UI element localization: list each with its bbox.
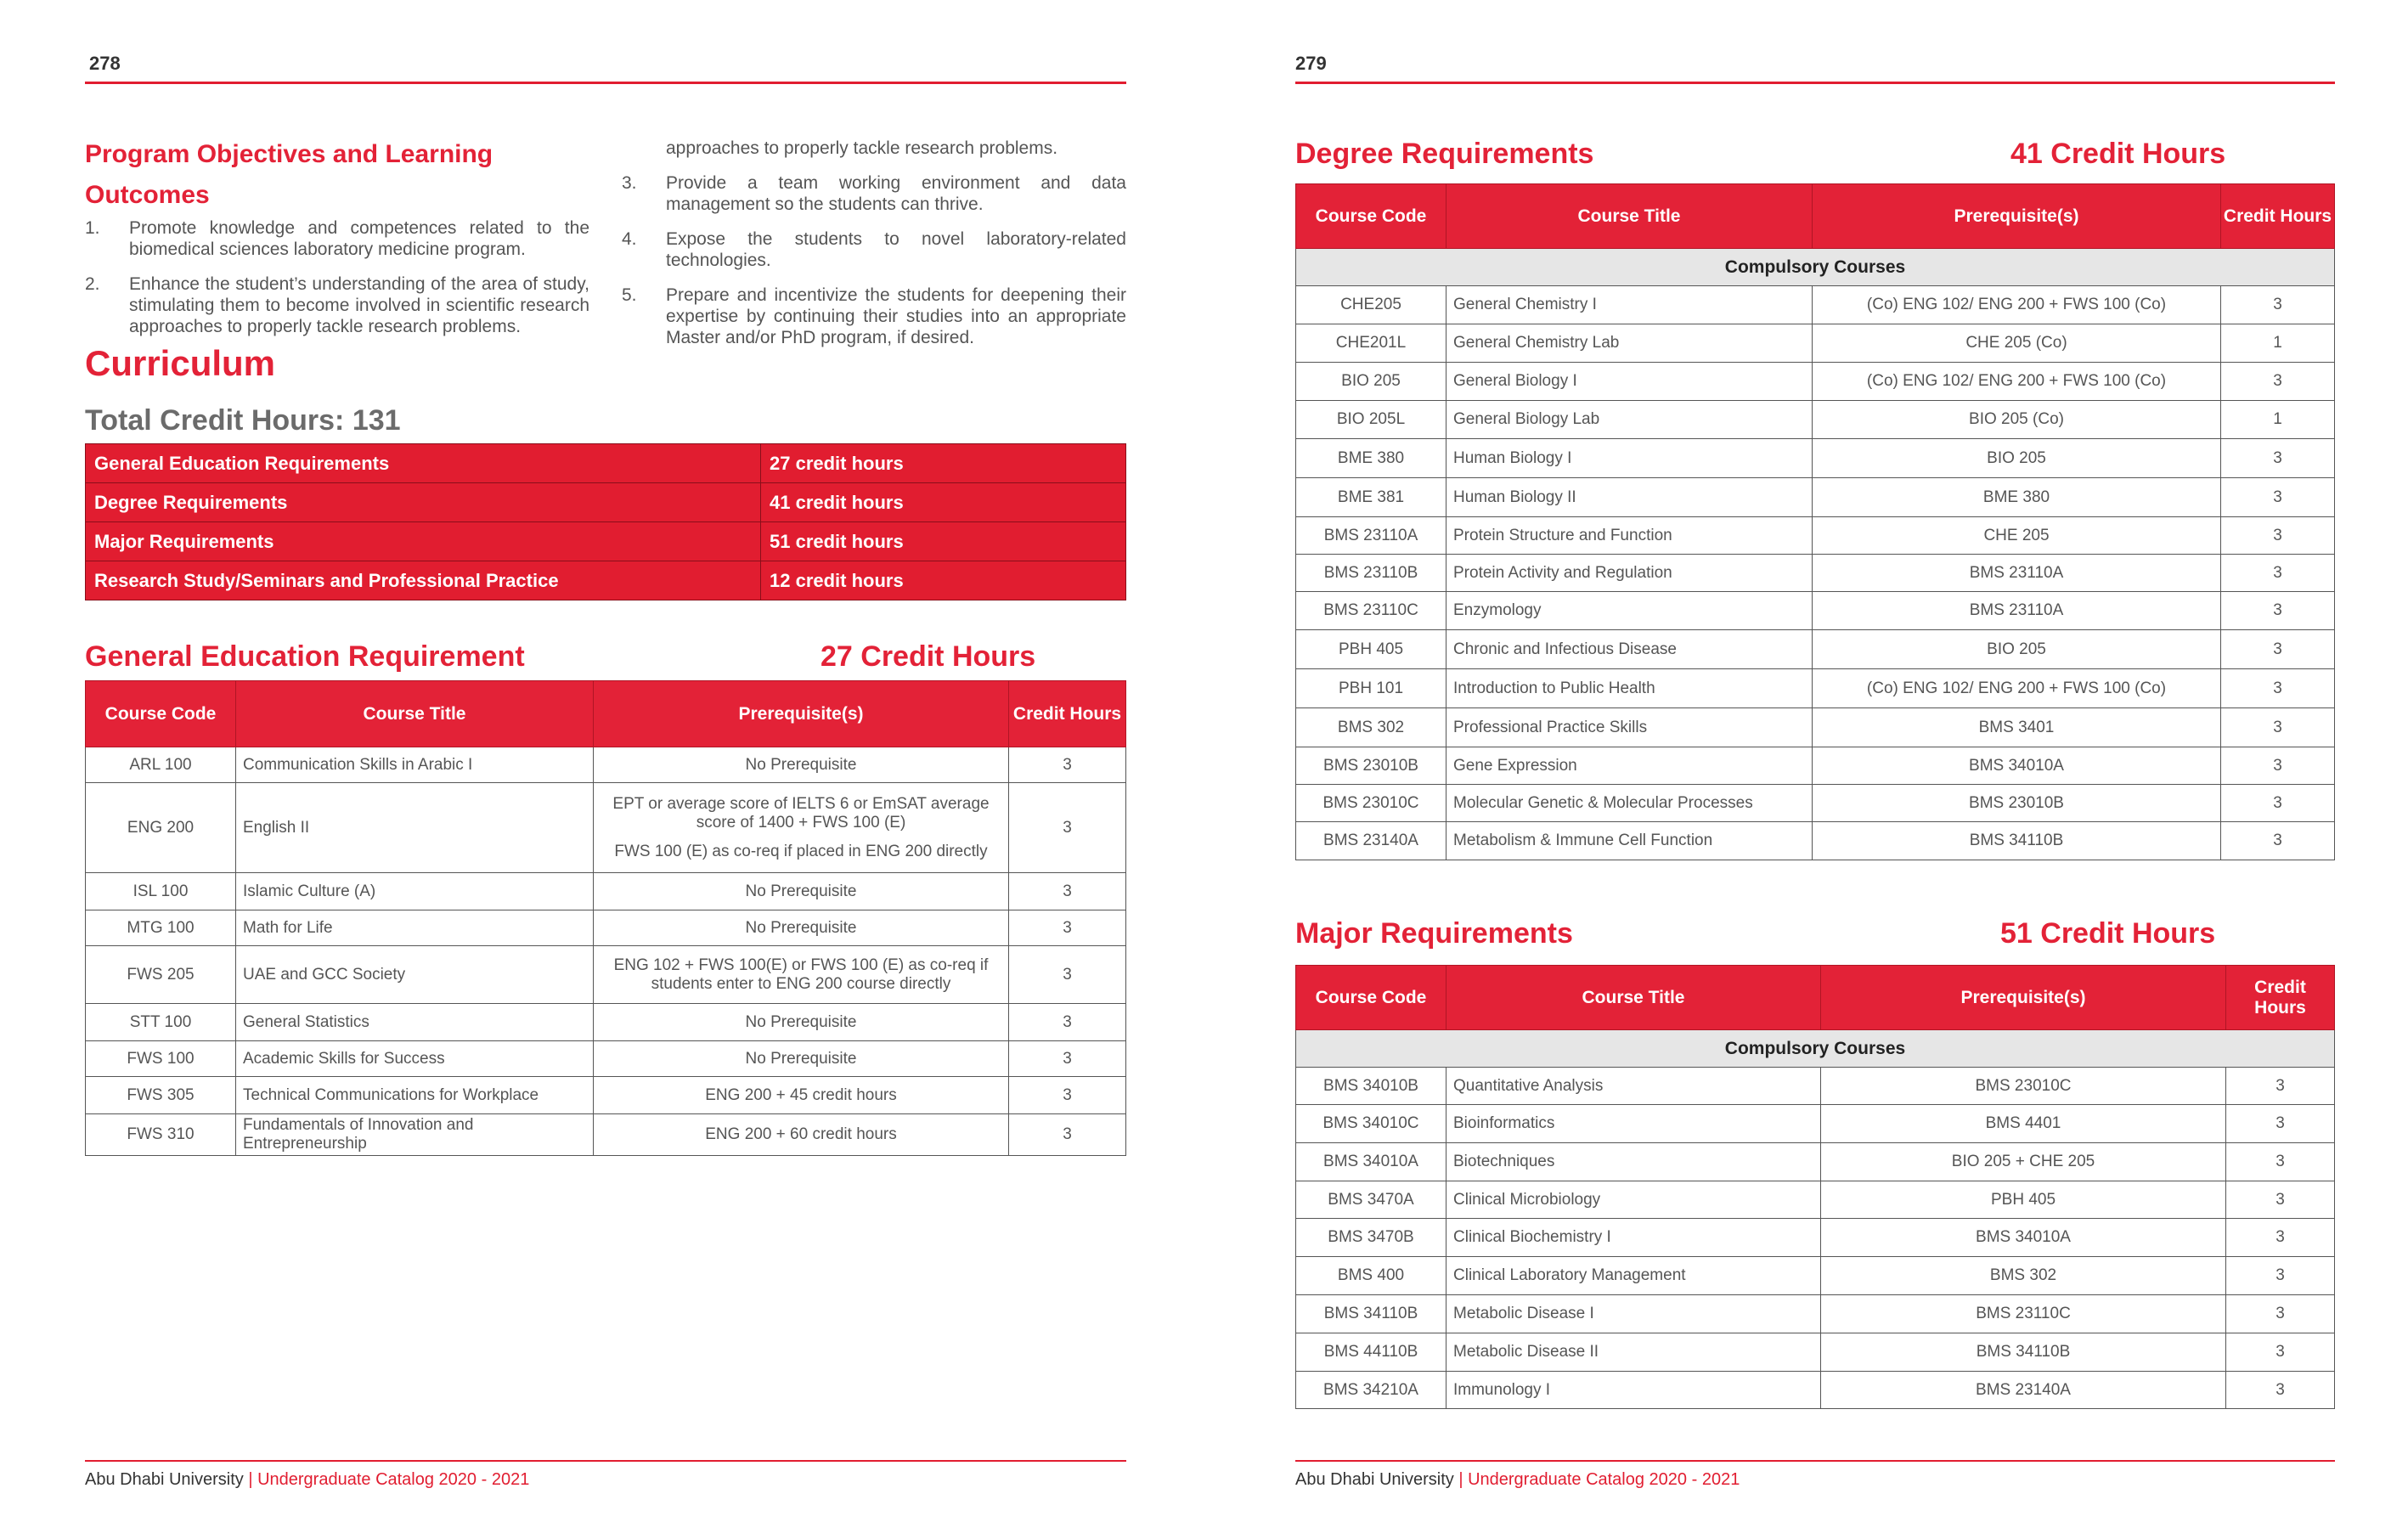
- table-row: [1296, 1219, 2335, 1257]
- course-credit: 3: [2221, 708, 2335, 747]
- course-title: Academic Skills for Success: [236, 1041, 594, 1077]
- page-number: 279: [1295, 53, 1327, 74]
- summary-row: [86, 483, 1126, 522]
- major-credits: 51 Credit Hours: [2000, 917, 2216, 950]
- page-number: 278: [89, 53, 121, 74]
- course-title: General Statistics: [236, 1004, 594, 1041]
- table-row: [1296, 1068, 2335, 1105]
- course-title: Human Biology I: [1446, 439, 1813, 478]
- table-row: [86, 1004, 1126, 1041]
- table-header-row: [1296, 184, 2335, 249]
- course-credit: 3: [1009, 1041, 1126, 1077]
- course-prereq: ENG 200 + 60 credit hours: [594, 1114, 1009, 1156]
- course-code: FWS 305: [86, 1077, 236, 1114]
- course-credit: 3: [2226, 1333, 2335, 1372]
- group-label: Compulsory Courses: [1296, 1030, 2335, 1068]
- header-course-code: Course Code: [86, 681, 236, 747]
- course-credit: 3: [1009, 873, 1126, 910]
- table-row: [1296, 324, 2335, 363]
- course-prereq: BIO 205 (Co): [1813, 401, 2221, 439]
- course-title: Enzymology: [1446, 592, 1813, 630]
- summary-hours: 41 credit hours: [761, 483, 1126, 522]
- course-code: BMS 44110B: [1296, 1333, 1446, 1372]
- table-row: [1296, 555, 2335, 592]
- course-title: General Biology Lab: [1446, 401, 1813, 439]
- table-row: [1296, 1372, 2335, 1409]
- table-row: [86, 1041, 1126, 1077]
- header-prerequisites: Prerequisite(s): [594, 681, 1009, 747]
- course-code: MTG 100: [86, 910, 236, 946]
- course-prereq: BMS 34110B: [1813, 822, 2221, 860]
- degree-title: Degree Requirements: [1295, 138, 1594, 170]
- course-code: FWS 310: [86, 1114, 236, 1156]
- objective-item: 5. Prepare and incentivize the students for deepening their expertise by continuing their studies into an appropriate Master and/or PhD program, if desired.: [622, 285, 1126, 347]
- table-row: [1296, 669, 2335, 708]
- course-code: FWS 205: [86, 946, 236, 1004]
- course-code: BMS 34010C: [1296, 1105, 1446, 1143]
- course-title: Biotechniques: [1446, 1143, 1821, 1181]
- course-title: Human Biology II: [1446, 478, 1813, 517]
- course-credit: 1: [2221, 324, 2335, 363]
- course-credit: 3: [1009, 747, 1126, 783]
- footer-university: Abu Dhabi University: [85, 1470, 244, 1489]
- footer-rule: [1295, 1460, 2335, 1462]
- table-row: [1296, 785, 2335, 822]
- course-code: BMS 23110C: [1296, 592, 1446, 630]
- header-course-code: Course Code: [1296, 184, 1446, 249]
- course-code: BMS 23110B: [1296, 555, 1446, 592]
- course-code: BMS 3470A: [1296, 1181, 1446, 1219]
- summary-hours: 51 credit hours: [761, 522, 1126, 561]
- course-prereq: BMS 4401: [1821, 1105, 2226, 1143]
- table-row: [1296, 1181, 2335, 1219]
- course-code: CHE201L: [1296, 324, 1446, 363]
- course-code: ARL 100: [86, 747, 236, 783]
- course-code: ISL 100: [86, 873, 236, 910]
- summary-label: Major Requirements: [86, 522, 761, 561]
- course-title: Introduction to Public Health: [1446, 669, 1813, 708]
- table-header-row: [86, 681, 1126, 747]
- right-page: [1204, 0, 2408, 1539]
- header-course-title: Course Title: [1446, 184, 1813, 249]
- course-title: UAE and GCC Society: [236, 946, 594, 1004]
- course-code: BMS 23010B: [1296, 747, 1446, 785]
- footer-rule: [85, 1460, 1126, 1462]
- header-credit-hours: Credit Hours: [1009, 681, 1126, 747]
- gen-ed-table: [85, 680, 1126, 1156]
- course-title: Clinical Biochemistry I: [1446, 1219, 1821, 1257]
- course-title: Professional Practice Skills: [1446, 708, 1813, 747]
- objectives-list-col1: [85, 217, 589, 336]
- table-row: [1296, 747, 2335, 785]
- gen-ed-title: General Education Requirement: [85, 640, 525, 673]
- table-row: [86, 1114, 1126, 1156]
- credit-summary-table: [85, 443, 1126, 600]
- summary-label: Research Study/Seminars and Professional Practice: [86, 561, 761, 600]
- header-credit-hours: Credit Hours: [2226, 966, 2335, 1030]
- footer-separator: |: [1458, 1470, 1463, 1489]
- objective-item: 3. Provide a team working environment and data management so the students can thrive.: [622, 173, 1126, 214]
- course-title: Math for Life: [236, 910, 594, 946]
- course-title: General Biology I: [1446, 363, 1813, 401]
- course-title: Communication Skills in Arabic I: [236, 747, 594, 783]
- course-credit: 3: [1009, 946, 1126, 1004]
- course-title: General Chemistry Lab: [1446, 324, 1813, 363]
- group-label: Compulsory Courses: [1296, 249, 2335, 286]
- course-code: PBH 405: [1296, 630, 1446, 669]
- course-title: English II: [236, 783, 594, 873]
- course-title: Molecular Genetic & Molecular Processes: [1446, 785, 1813, 822]
- header-course-title: Course Title: [1446, 966, 1821, 1030]
- course-prereq: BMS 302: [1821, 1257, 2226, 1295]
- course-code: BIO 205L: [1296, 401, 1446, 439]
- course-code: BMS 23110A: [1296, 517, 1446, 555]
- course-prereq: PBH 405: [1821, 1181, 2226, 1219]
- course-code: STT 100: [86, 1004, 236, 1041]
- course-prereq: BIO 205 + CHE 205: [1821, 1143, 2226, 1181]
- course-prereq: CHE 205 (Co): [1813, 324, 2221, 363]
- course-code: BMS 34110B: [1296, 1295, 1446, 1333]
- course-title: Chronic and Infectious Disease: [1446, 630, 1813, 669]
- header-course-title: Course Title: [236, 681, 594, 747]
- course-credit: 3: [2221, 822, 2335, 860]
- objective-item: 4. Expose the students to novel laboratory-related technologies.: [622, 229, 1126, 270]
- objective-item: 2. Enhance the student’s understanding of the area of study, stimulating them to become involved in scientific research approaches to properly tackle research problems.: [85, 274, 589, 336]
- course-code: BMS 34010A: [1296, 1143, 1446, 1181]
- table-row: [1296, 517, 2335, 555]
- course-prereq: BMS 23010B: [1813, 785, 2221, 822]
- summary-row: [86, 522, 1126, 561]
- course-prereq: No Prerequisite: [594, 747, 1009, 783]
- objective-item: 1. Promote knowledge and competences related to the biomedical sciences laboratory medicine program.: [85, 218, 589, 259]
- course-prereq: (Co) ENG 102/ ENG 200 + FWS 100 (Co): [1813, 286, 2221, 324]
- course-title: Metabolic Disease I: [1446, 1295, 1821, 1333]
- course-prereq: BIO 205: [1813, 630, 2221, 669]
- course-code: CHE205: [1296, 286, 1446, 324]
- table-header-row: [1296, 966, 2335, 1030]
- header-course-code: Course Code: [1296, 966, 1446, 1030]
- course-code: PBH 101: [1296, 669, 1446, 708]
- course-prereq: BMS 23010C: [1821, 1068, 2226, 1105]
- course-credit: 3: [1009, 783, 1126, 873]
- gen-ed-credits: 27 Credit Hours: [821, 640, 1036, 673]
- course-credit: 3: [1009, 1004, 1126, 1041]
- course-code: BMS 400: [1296, 1257, 1446, 1295]
- table-row: [1296, 363, 2335, 401]
- table-row: [1296, 1105, 2335, 1143]
- course-prereq: (Co) ENG 102/ ENG 200 + FWS 100 (Co): [1813, 669, 2221, 708]
- course-prereq: BMS 34010A: [1821, 1219, 2226, 1257]
- table-row: [1296, 439, 2335, 478]
- course-code: BMS 34210A: [1296, 1372, 1446, 1409]
- course-code: BMS 3470B: [1296, 1219, 1446, 1257]
- table-row: [86, 910, 1126, 946]
- course-title: Metabolic Disease II: [1446, 1333, 1821, 1372]
- table-row: [1296, 822, 2335, 860]
- course-prereq: BMS 23110C: [1821, 1295, 2226, 1333]
- course-prereq: BME 380: [1813, 478, 2221, 517]
- objectives-list-col2: [622, 172, 1126, 362]
- degree-table: [1295, 183, 2335, 860]
- summary-row: [86, 444, 1126, 483]
- course-prereq: BIO 205: [1813, 439, 2221, 478]
- course-credit: 3: [2226, 1372, 2335, 1409]
- footer-university: Abu Dhabi University: [1295, 1470, 1454, 1489]
- table-row: [1296, 478, 2335, 517]
- course-prereq: No Prerequisite: [594, 1041, 1009, 1077]
- course-credit: 3: [2226, 1257, 2335, 1295]
- table-row: [86, 946, 1126, 1004]
- course-credit: 3: [2226, 1105, 2335, 1143]
- group-row: [1296, 249, 2335, 286]
- major-title: Major Requirements: [1295, 917, 1573, 950]
- summary-hours: 12 credit hours: [761, 561, 1126, 600]
- course-credit: 3: [2221, 747, 2335, 785]
- course-title: General Chemistry I: [1446, 286, 1813, 324]
- course-prereq: BMS 34110B: [1821, 1333, 2226, 1372]
- course-code: BMS 34010B: [1296, 1068, 1446, 1105]
- course-title: Clinical Laboratory Management: [1446, 1257, 1821, 1295]
- course-prereq: ENG 102 + FWS 100(E) or FWS 100 (E) as co-req if students enter to ENG 200 course directly: [594, 946, 1009, 1004]
- footer-catalog: Undergraduate Catalog 2020 - 2021: [257, 1470, 530, 1489]
- footer-separator: |: [248, 1470, 253, 1489]
- table-row: [1296, 1143, 2335, 1181]
- course-title: Islamic Culture (A): [236, 873, 594, 910]
- course-code: BME 380: [1296, 439, 1446, 478]
- table-row: [86, 747, 1126, 783]
- objectives-title: Program Objectives and Learning Outcomes: [85, 140, 493, 209]
- total-credit-hours: Total Credit Hours: 131: [85, 404, 401, 437]
- summary-hours: 27 credit hours: [761, 444, 1126, 483]
- table-row: [1296, 401, 2335, 439]
- table-row: [86, 873, 1126, 910]
- course-credit: 3: [2226, 1143, 2335, 1181]
- course-prereq: No Prerequisite: [594, 910, 1009, 946]
- course-title: Immunology I: [1446, 1372, 1821, 1409]
- course-code: BIO 205: [1296, 363, 1446, 401]
- table-row: [86, 1077, 1126, 1114]
- table-row: [1296, 592, 2335, 630]
- course-code: BME 381: [1296, 478, 1446, 517]
- course-title: Protein Activity and Regulation: [1446, 555, 1813, 592]
- header-rule: [1295, 82, 2335, 84]
- footer: [85, 1470, 529, 1490]
- course-prereq: ENG 200 + 45 credit hours: [594, 1077, 1009, 1114]
- course-title: Technical Communications for Workplace: [236, 1077, 594, 1114]
- course-prereq: CHE 205: [1813, 517, 2221, 555]
- course-prereq: BMS 23140A: [1821, 1372, 2226, 1409]
- course-credit: 3: [1009, 910, 1126, 946]
- header-credit-hours: Credit Hours: [2221, 184, 2335, 249]
- course-credit: 1: [2221, 401, 2335, 439]
- course-credit: 3: [2226, 1295, 2335, 1333]
- summary-label: General Education Requirements: [86, 444, 761, 483]
- course-title: Bioinformatics: [1446, 1105, 1821, 1143]
- course-credit: 3: [1009, 1114, 1126, 1156]
- table-row: [1296, 630, 2335, 669]
- course-title: Quantitative Analysis: [1446, 1068, 1821, 1105]
- course-credit: 3: [2221, 286, 2335, 324]
- group-row: [1296, 1030, 2335, 1068]
- table-row: [1296, 1333, 2335, 1372]
- footer-catalog: Undergraduate Catalog 2020 - 2021: [1468, 1470, 1740, 1489]
- header-rule: [85, 82, 1126, 84]
- course-code: BMS 23010C: [1296, 785, 1446, 822]
- course-credit: 3: [1009, 1077, 1126, 1114]
- course-credit: 3: [2221, 478, 2335, 517]
- course-credit: 3: [2226, 1068, 2335, 1105]
- objective-continuation: approaches to properly tackle research problems.: [666, 138, 1058, 158]
- course-title: Clinical Microbiology: [1446, 1181, 1821, 1219]
- course-credit: 3: [2221, 555, 2335, 592]
- major-table: [1295, 965, 2335, 1409]
- course-credit: 3: [2221, 592, 2335, 630]
- course-credit: 3: [2226, 1219, 2335, 1257]
- course-prereq: BMS 23110A: [1813, 555, 2221, 592]
- course-title: Metabolism & Immune Cell Function: [1446, 822, 1813, 860]
- summary-label: Degree Requirements: [86, 483, 761, 522]
- course-credit: 3: [2221, 363, 2335, 401]
- course-prereq: BMS 3401: [1813, 708, 2221, 747]
- course-credit: 3: [2221, 630, 2335, 669]
- course-credit: 3: [2221, 669, 2335, 708]
- course-credit: 3: [2221, 517, 2335, 555]
- course-prereq: BMS 23110A: [1813, 592, 2221, 630]
- table-row: [1296, 1257, 2335, 1295]
- course-prereq: No Prerequisite: [594, 873, 1009, 910]
- course-code: FWS 100: [86, 1041, 236, 1077]
- header-prerequisites: Prerequisite(s): [1821, 966, 2226, 1030]
- degree-credits: 41 Credit Hours: [2010, 138, 2226, 170]
- course-prereq: EPT or average score of IELTS 6 or EmSAT average score of 1400 + FWS 100 (E) FWS 100 (E) as co-req if placed in ENG 200 directly: [594, 783, 1009, 873]
- course-code: BMS 302: [1296, 708, 1446, 747]
- footer: [1295, 1470, 1740, 1490]
- summary-row: [86, 561, 1126, 600]
- table-row: [1296, 1295, 2335, 1333]
- course-code: ENG 200: [86, 783, 236, 873]
- course-title: Protein Structure and Function: [1446, 517, 1813, 555]
- table-row: [1296, 286, 2335, 324]
- course-prereq: BMS 34010A: [1813, 747, 2221, 785]
- course-code: BMS 23140A: [1296, 822, 1446, 860]
- course-title: Gene Expression: [1446, 747, 1813, 785]
- course-credit: 3: [2221, 439, 2335, 478]
- course-title: Fundamentals of Innovation and Entrepreneurship: [236, 1114, 594, 1156]
- header-prerequisites: Prerequisite(s): [1813, 184, 2221, 249]
- course-credit: 3: [2221, 785, 2335, 822]
- table-row: [86, 783, 1126, 873]
- curriculum-title: Curriculum: [85, 343, 276, 383]
- course-credit: 3: [2226, 1181, 2335, 1219]
- table-row: [1296, 708, 2335, 747]
- course-prereq: No Prerequisite: [594, 1004, 1009, 1041]
- course-prereq: (Co) ENG 102/ ENG 200 + FWS 100 (Co): [1813, 363, 2221, 401]
